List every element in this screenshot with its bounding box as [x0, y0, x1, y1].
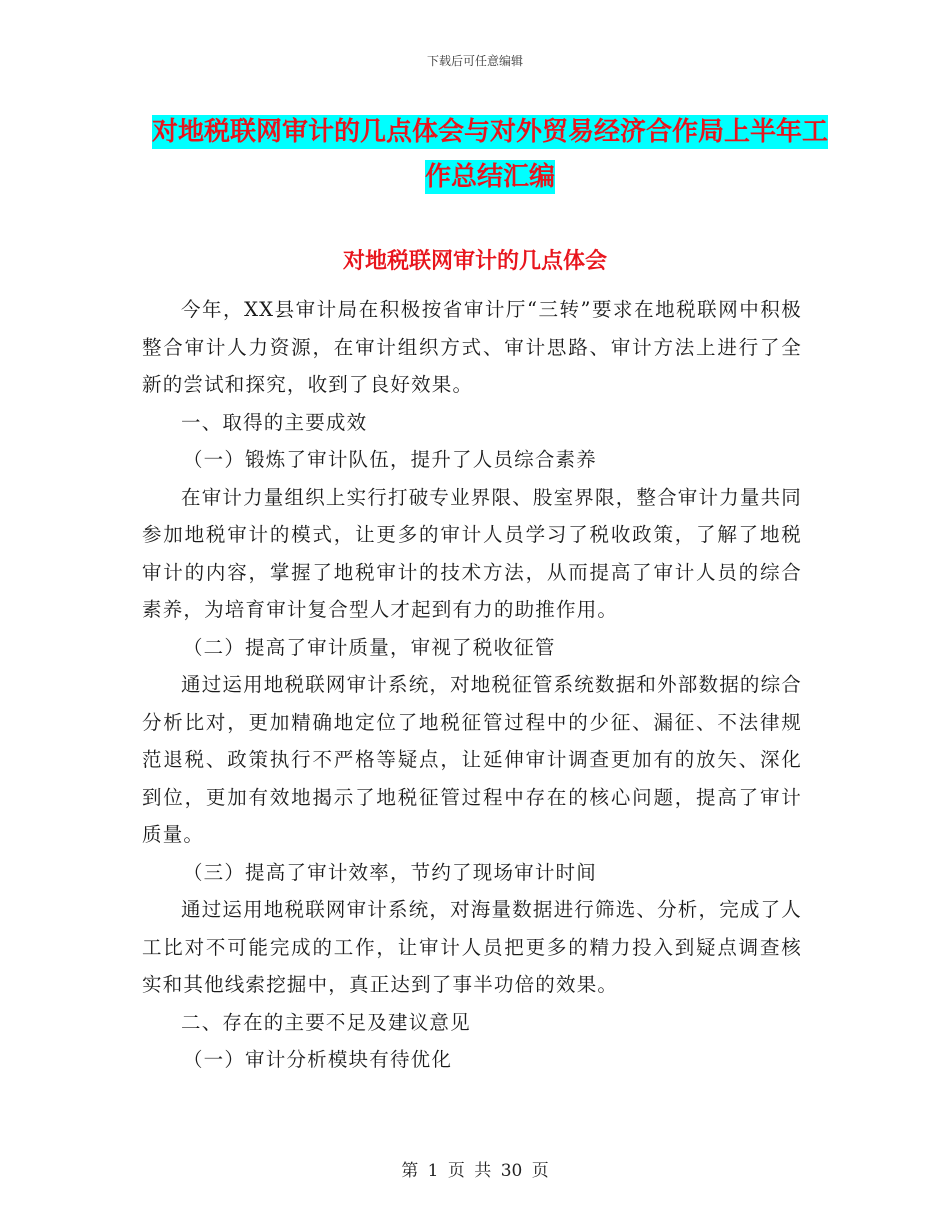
subheading-2: （二）提高了审计质量，审视了税收征管 [182, 635, 556, 659]
document-title-text: 对地税联网审计的几点体会与对外贸易经济合作局上半年工作总结汇编 [151, 117, 828, 192]
subheading-4: （一）审计分析模块有待优化 [182, 1048, 453, 1071]
paragraph-3: 通过运用地税联网审计系统，对海量数据进行筛选、分析，完成了人工比对不可能完成的工作，让审计人员把更多的精力投入到疑点调查核实和其他线索挖掘中，真正达到了事半功倍的效果。 [142, 898, 803, 996]
paragraph-1: 在审计力量组织上实行打破专业界限、股室界限，整合审计力量共同参加地税审计的模式，让更多的审计人员学习了税收政策，了解了地税审计的内容，掌握了地税审计的技术方法，从而提高了审计人员的综合素养，为培育审计复合型人才起到有力的助推作用。 [142, 485, 803, 621]
page-footer: 第 1 页 共 30 页 [401, 1161, 549, 1181]
paragraph-intro: 今年，XX县审计局在积极按省审计厅“三转”要求在地税联网中积极整合审计人力资源，在审计组织方式、审计思路、审计方法上进行了全新的尝试和探究，收到了良好效果。 [142, 298, 802, 396]
subheading-3: （三）提高了审计效率，节约了现场审计时间 [182, 860, 597, 884]
page-header-note: 下载后可任意编辑 [426, 54, 523, 68]
heading-achievements: 一、取得的主要成效 [181, 410, 368, 434]
document-body [142, 291, 802, 1079]
paragraph-2: 通过运用地税联网审计系统，对地税征管系统数据和外部数据的综合分析比对，更加精确地定位了地税征管过程中的少征、漏征、不法律规范退税、政策执行不严格等疑点，让延伸审计调查更加有的放矢、深化到位，更加有效地揭示了地税征管过程中存在的核心问题，提高了审计质量。 [142, 673, 803, 846]
document-title [140, 110, 840, 200]
heading-shortcomings: 二、存在的主要不足及建议意见 [181, 1010, 471, 1034]
subheading-1: （一）锻炼了审计队伍，提升了人员综合素养 [182, 448, 597, 471]
section-title: 对地税联网审计的几点体会 [342, 249, 607, 274]
